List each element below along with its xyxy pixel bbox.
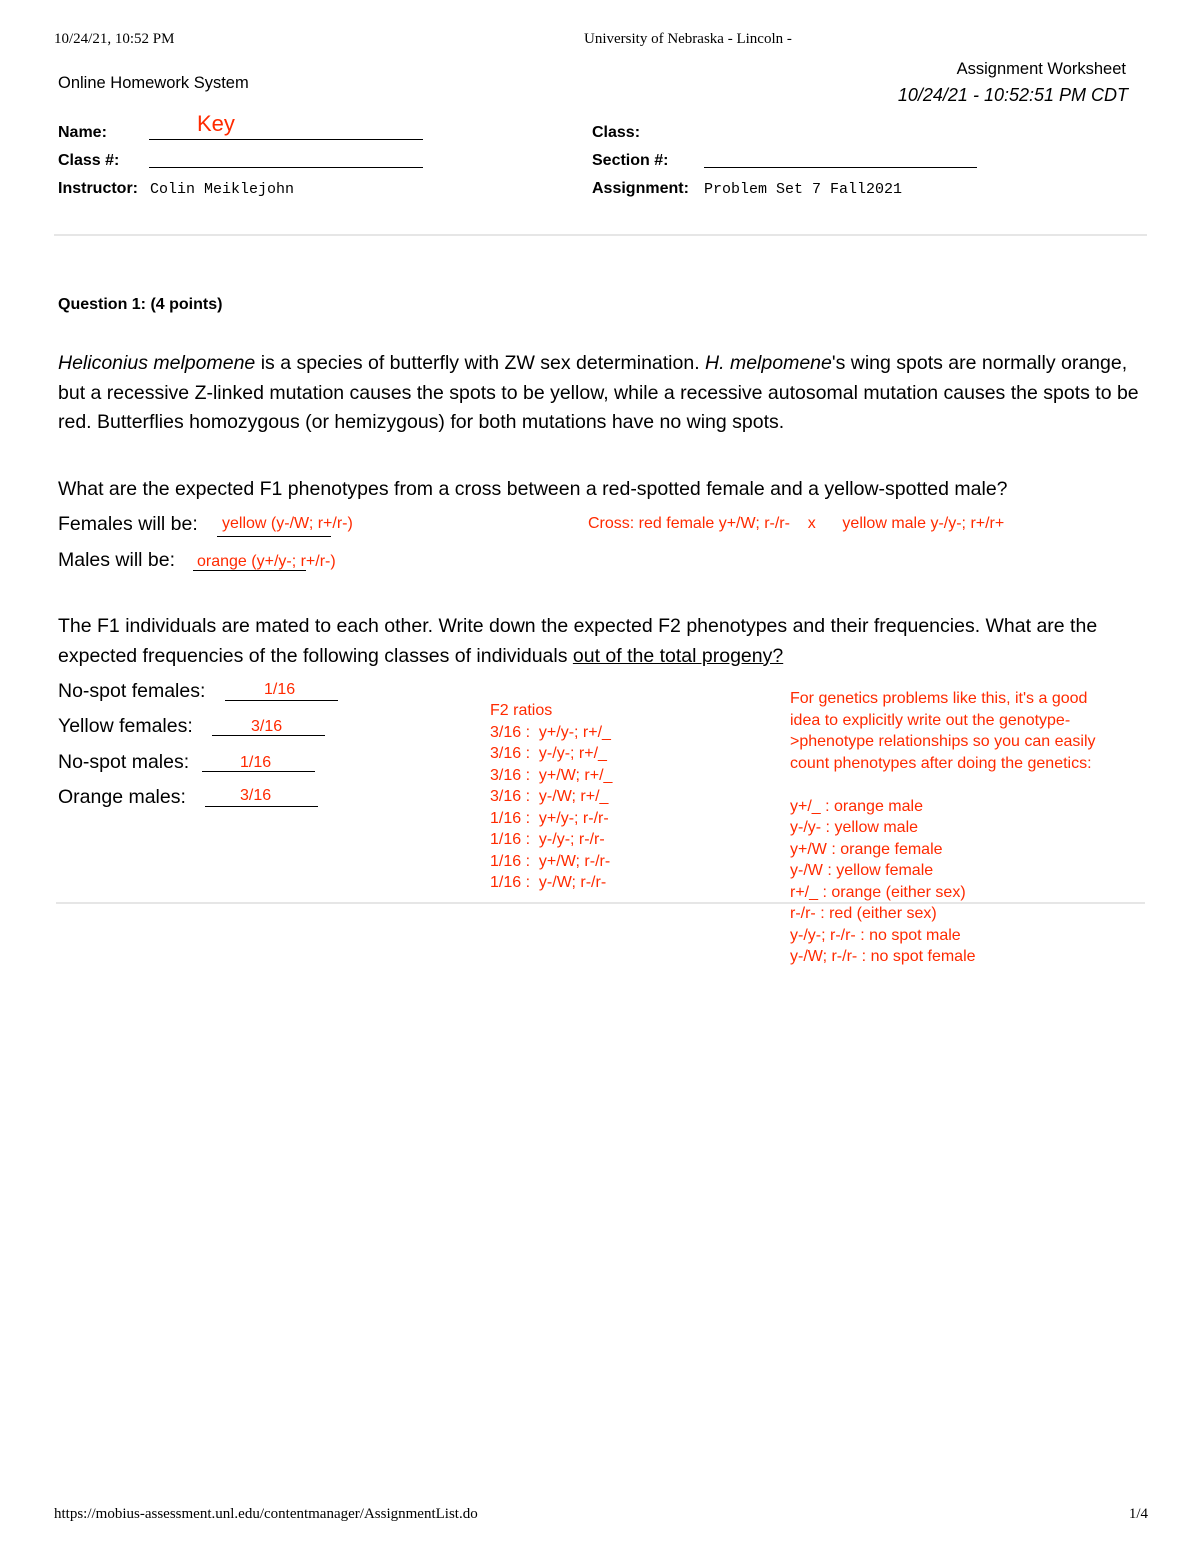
f2-item-label: No-spot females: (58, 680, 206, 702)
name-label: Name: (58, 124, 107, 141)
f2-ratio-row: 1/16 : y-/W; r-/r- (490, 874, 607, 891)
print-url: https://mobius-assessment.unl.edu/contentmanager/AssignmentList.do (54, 1506, 478, 1522)
f2-item-underline (205, 806, 318, 807)
females-underline (217, 536, 331, 537)
f1-question: What are the expected F1 phenotypes from a cross between a red-spotted female and a yellow-spotted male? (58, 478, 1008, 500)
notes-rule: y-/y-; r-/r- : no spot male (790, 926, 961, 944)
system-name: Online Homework System (58, 74, 249, 92)
question-title: Question 1: (4 points) (58, 296, 223, 313)
print-datetime: 10/24/21, 10:52 PM (54, 31, 175, 47)
f2-ratio-row: 1/16 : y+/y-; r-/r- (490, 809, 609, 827)
intro-part-1: is a species of butterfly with ZW sex determination. (255, 352, 706, 374)
f2-item-answer: 1/16 (240, 754, 272, 771)
f2-item-label: Orange males: (58, 786, 186, 808)
species-name: Heliconius melpomene (58, 352, 256, 374)
f2-question-text: The F1 individuals are mated to each other. Write down the expected F2 phenotypes and their frequencies. What are the expected frequencies of the following classes of individuals (58, 615, 1098, 667)
header-divider (54, 234, 1147, 236)
f2-ratio-row: 3/16 : y+/W; r+/_ (490, 766, 613, 784)
f2-item-answer: 1/16 (264, 681, 296, 698)
males-label: Males will be: (58, 549, 176, 571)
doc-timestamp: 10/24/21 - 10:52:51 PM CDT (897, 85, 1128, 105)
males-underline (193, 570, 306, 571)
page-number: 1/4 (1128, 1506, 1148, 1522)
name-value: Key (197, 111, 235, 136)
doc-type: Assignment Worksheet (956, 60, 1126, 78)
females-label: Females will be: (58, 513, 198, 535)
f2-item-underline (225, 700, 338, 701)
females-answer: yellow (y-/W; r+/r-) (222, 515, 353, 532)
f2-ratio-row: 1/16 : y-/y-; r-/r- (490, 831, 605, 848)
f2-ratios (490, 700, 612, 894)
notes-rule: y+/W : orange female (790, 840, 943, 858)
instructor-value: Colin Meiklejohn (150, 181, 295, 198)
f2-ratio-row: 1/16 : y+/W; r-/r- (490, 852, 611, 870)
class-label: Class: (592, 124, 641, 141)
f2-ratios-title: F2 ratios (490, 702, 553, 719)
f2-question (58, 612, 1148, 671)
assignment-label: Assignment: (592, 180, 689, 197)
notes-rule: r+/_ : orange (either sex) (790, 883, 966, 901)
f2-ratio-row: 3/16 : y+/y-; r+/_ (490, 723, 611, 741)
f2-ratio-row: 3/16 : y-/W; r+/_ (490, 788, 609, 805)
intro-part-2: 's wing spots are normally orange, but a recessive Z-linked mutation causes the spots to be yellow, while a recessive autosomal mutation causes the spots to be red. Butterflies homozygous (or hemizygous) for both mutations have no wing spots. (58, 352, 1139, 433)
species-short-name: H. melpomene (705, 352, 832, 374)
section-label: Section #: (592, 152, 669, 169)
f2-item-label: No-spot males: (58, 751, 190, 773)
f2-ratio-row: 3/16 : y-/y-; r+/_ (490, 745, 607, 762)
notes-rule: y+/_ : orange male (790, 797, 923, 815)
class-num-label: Class #: (58, 152, 120, 169)
instructor-label: Instructor: (58, 180, 138, 197)
notes-intro-line: count phenotypes after doing the genetics: (790, 754, 1092, 772)
name-underline (149, 139, 423, 140)
f2-item-answer: 3/16 (240, 787, 272, 804)
class-num-underline (149, 167, 423, 168)
notes-rule: r-/r- : red (either sex) (790, 905, 937, 922)
cross-note: Cross: red female y+/W; r-/r- x yellow male y-/y-; r+/r+ (588, 515, 1005, 532)
notes-rule: y-/W; r-/r- : no spot female (790, 948, 976, 965)
notes-intro-line: idea to explicitly write out the genotype- (790, 711, 1071, 729)
males-answer: orange (y+/y-; r+/r-) (197, 553, 336, 570)
notes-intro-line: For genetics problems like this, it's a good (790, 690, 1088, 707)
assignment-value: Problem Set 7 Fall2021 (704, 181, 903, 198)
question-intro (58, 349, 1148, 438)
f2-question-underlined: out of the total progeny? (572, 644, 784, 667)
section-underline (704, 167, 977, 168)
f2-item-label: Yellow females: (58, 715, 193, 737)
notes-rule: y-/y- : yellow male (790, 819, 919, 836)
genetics-notes (790, 688, 1096, 968)
notes-rule: y-/W : yellow female (790, 862, 934, 879)
notes-intro-line: >phenotype relationships so you can easily (790, 733, 1096, 750)
print-site: University of Nebraska - Lincoln - (584, 31, 792, 47)
f2-item-answer: 3/16 (251, 718, 283, 735)
